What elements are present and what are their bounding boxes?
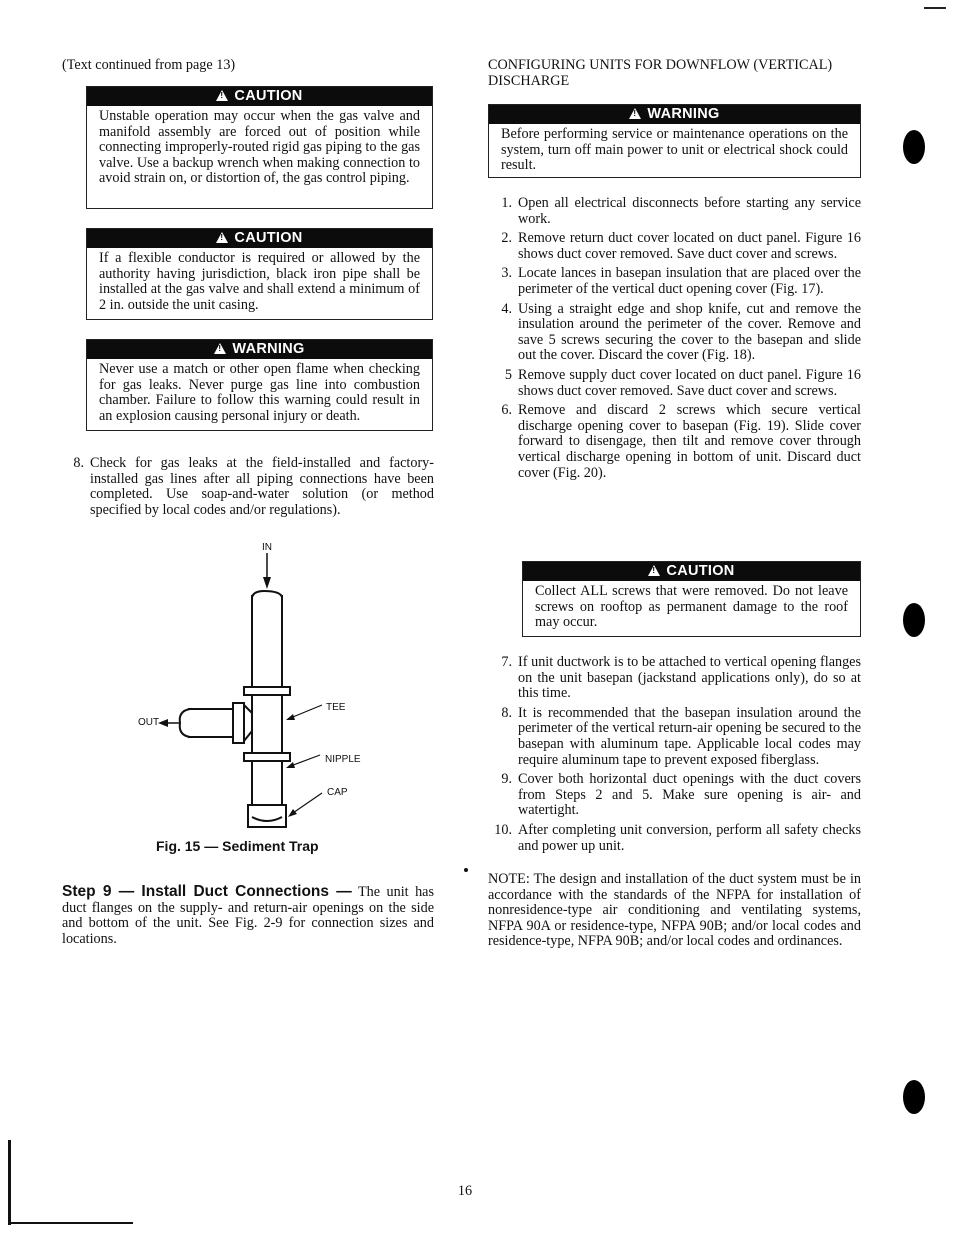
list-item: 3. Locate lances in basepan insulation that are placed over the perimeter of the vertical duct opening cover (Fig. 17). <box>501 265 861 297</box>
warning-header: !WARNING <box>489 105 860 124</box>
margin-dot <box>464 868 468 872</box>
caution-header: !CAUTION <box>523 562 860 581</box>
list-item: 9. Cover both horizontal duct openings with the duct covers from Steps 2 and 5. Make sure opening is air- and watertight. <box>501 771 861 819</box>
list-item: 7. If unit ductwork is to be attached to vertical opening flanges on the unit basepan (jackstand applications only), do so at this time. <box>501 654 861 702</box>
top-right-rule <box>924 7 946 9</box>
list-item: 5 Remove supply duct cover located on duct panel. Figure 16 shows duct cover removed. Save duct cover and screws. <box>504 366 861 399</box>
warning-box-1 <box>86 339 433 431</box>
label-in: IN <box>262 542 272 553</box>
list-item: 10. After completing unit conversion, perform all safety checks and power up unit. <box>494 821 861 854</box>
registration-mark <box>903 1080 925 1114</box>
warning-box-2 <box>488 104 861 178</box>
label-cap: CAP <box>327 787 348 798</box>
caution-body: Unstable operation may occur when the gas valve and manifold assembly are forced out of position while connecting improperly-routed rigid gas piping to the gas valve. Use a backup wrench when making connection to avoid strain on, or distortion of, the gas control piping. <box>99 108 420 187</box>
label-tee: TEE <box>326 702 346 713</box>
steps-list-2 <box>490 655 861 858</box>
warning-triangle-icon <box>648 565 660 576</box>
registration-mark <box>903 130 925 164</box>
bottom-left-corner-mark <box>8 1140 11 1225</box>
warning-triangle-icon <box>629 108 641 119</box>
page-number: 16 <box>457 1183 473 1199</box>
warning-triangle-icon <box>214 343 226 354</box>
note-paragraph: NOTE: The design and installation of the duct system must be in accordance with the standards of the NFPA for installation of nonresidence-type air conditioning and ventilating systems, NFPA 90A or residence-type, NFPA 90B; and/or local codes and residence-type, NFPA 90B; and/or local codes and ordinances. <box>488 871 861 950</box>
caution-box-1 <box>86 86 433 209</box>
figure-caption: Fig. 15 — Sediment Trap <box>156 838 319 854</box>
list-item: 1. Open all electrical disconnects before starting any service work. <box>501 195 861 227</box>
list-item: 6. Remove and discard 2 screws which secure vertical discharge opening cover to basepan (Fig. 19). Slide cover forward to disengage, then tilt and remove cover through vertical discharge opening in bottom of unit. Discard duct cover (Fig. 20). <box>501 402 861 481</box>
label-nipple: NIPPLE <box>325 754 361 765</box>
list-item: 8. It is recommended that the basepan insulation around the perimeter of the vertical return-air opening be secured to the basepan with aluminum tape. Applicable local codes may require aluminum tape to prevent exposed fiberglass. <box>501 704 861 768</box>
continued-note: (Text continued from page 13) <box>62 57 236 73</box>
label-out: OUT <box>138 717 160 728</box>
caution-box-2 <box>86 228 433 320</box>
caution-header: !CAUTION <box>87 87 432 106</box>
section-heading: CONFIGURING UNITS FOR DOWNFLOW (VERTICAL) DISCHARGE <box>488 57 833 89</box>
list-item: 4. Using a straight edge and shop knife, cut and remove the insulation around the perimeter of the cover. Remove and save 5 screws securing the cover to the basepan and slide out the cover. Discard the cover (Fig. 18). <box>501 300 861 364</box>
warning-header: !WARNING <box>87 340 432 359</box>
warning-triangle-icon <box>216 90 228 101</box>
caution-box-3 <box>522 561 861 637</box>
step-9-heading: Step 9 — Install Duct Connections — <box>62 883 352 900</box>
step-9-paragraph: Step 9 — Install Duct Connections — The unit has duct flanges on the supply- and return-air openings on the side and bottom of the unit. See Fig. 2-9 for connection sizes and locations. <box>62 883 434 947</box>
warning-body: Before performing service or maintenance operations on the system, turn off main power to unit or electrical shock could result. <box>501 126 848 174</box>
warning-body: Never use a match or other open flame when checking for gas leaks. Never purge gas line into combustion chamber. Failure to follow this warning could result in an explosion causing personal injury or death. <box>99 361 420 424</box>
registration-mark <box>903 603 925 637</box>
warning-triangle-icon <box>216 232 228 243</box>
step-8: 8. Check for gas leaks at the field-installed and factory-installed gas lines after all piping connections have been completed. Use soap-and-water solution (or method specified by local codes and/or regulations). <box>73 455 434 518</box>
caution-header: !CAUTION <box>87 229 432 248</box>
caution-body: Collect ALL screws that were removed. Do not leave screws on rooftop as permanent damage to the roof may occur. <box>535 583 848 631</box>
caution-body: If a flexible conductor is required or allowed by the authority having jurisdiction, black iron pipe shall be installed at the gas valve and shall extend a minimum of 2 in. outside the unit casing. <box>99 250 420 313</box>
bottom-left-corner-mark-base <box>8 1222 133 1224</box>
steps-list-1 <box>490 196 861 485</box>
list-item: 2. Remove return duct cover located on duct panel. Figure 16 shows duct cover removed. Save duct cover and screws. <box>501 230 861 262</box>
